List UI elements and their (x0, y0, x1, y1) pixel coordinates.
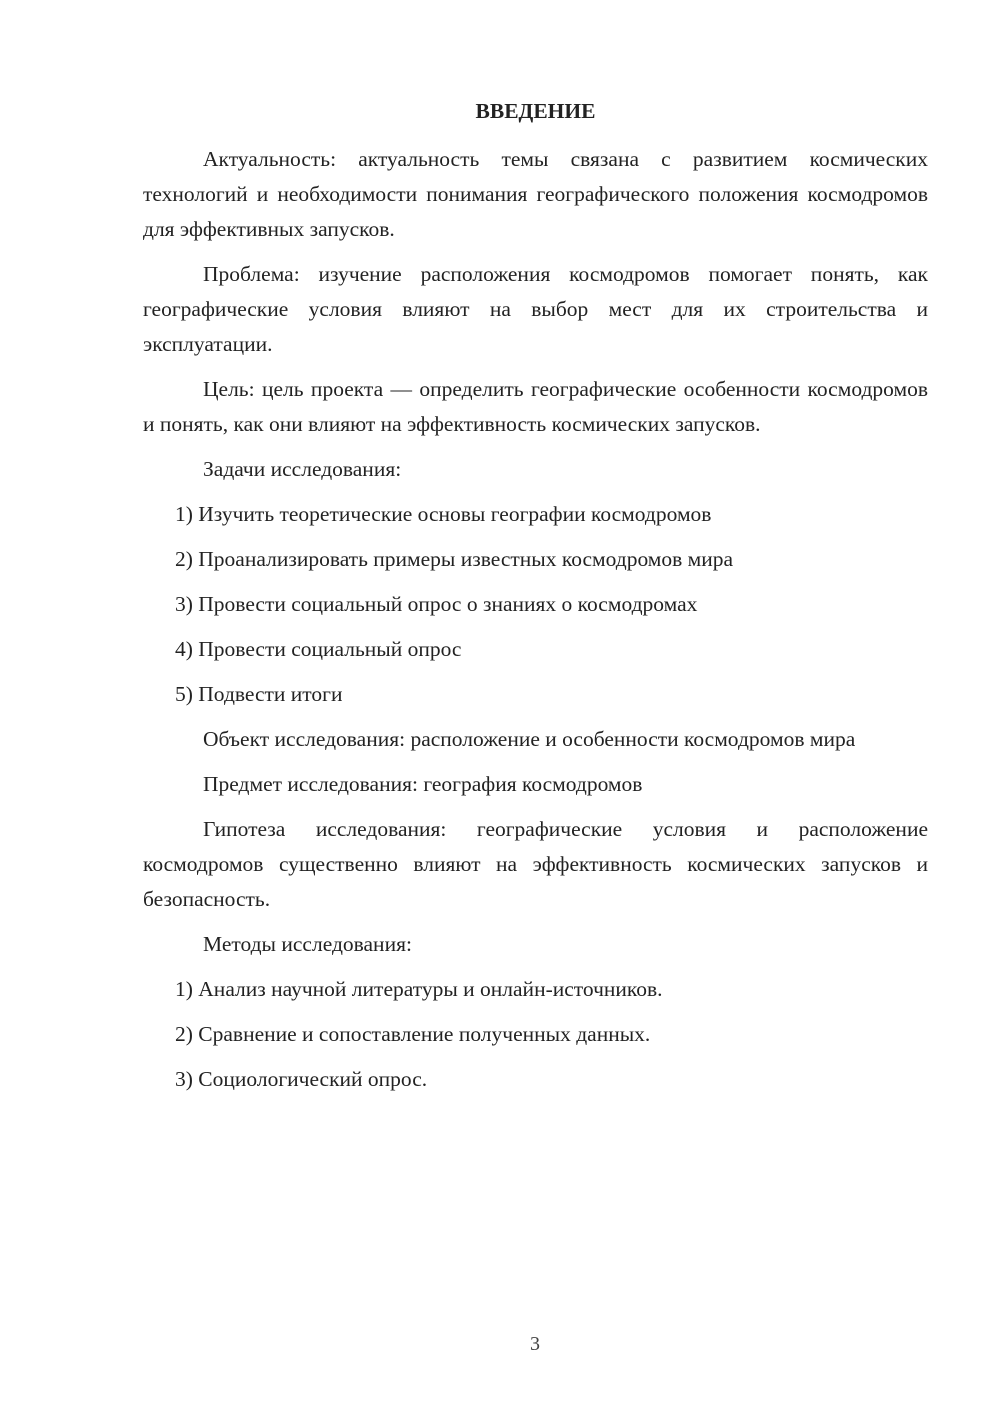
page-number: 3 (530, 1333, 540, 1355)
tasks-heading: Задачи исследования: (203, 457, 402, 481)
page-title: ВВЕДЕНИЕ (475, 99, 596, 123)
problem-paragraph: Проблема: изучение расположения космодромов помогает понять, как географические условия влияют на выбор мест для их строительства и эксплуатации. (143, 262, 928, 356)
page-content (143, 96, 928, 1107)
task-item: 4) Провести социальный опрос (175, 637, 462, 661)
tasks-list (143, 497, 928, 712)
methods-heading: Методы исследования: (203, 932, 412, 956)
subject-paragraph: Предмет исследования: география космодромов (203, 772, 643, 796)
methods-list (143, 972, 928, 1097)
task-item: 5) Подвести итоги (175, 682, 343, 706)
task-item: 2) Проанализировать примеры известных космодромов мира (175, 547, 734, 571)
method-item: 1) Анализ научной литературы и онлайн-источников. (175, 977, 663, 1001)
relevance-paragraph: Актуальность: актуальность темы связана с развитием космических технологий и необходимости понимания географического положения космодромов для эффективных запусков. (143, 147, 928, 241)
goal-paragraph: Цель: цель проекта — определить географические особенности космодромов и понять, как они влияют на эффективность космических запусков. (143, 377, 928, 436)
task-item: 1) Изучить теоретические основы географии космодромов (175, 502, 712, 526)
method-item: 3) Социологический опрос. (175, 1067, 428, 1091)
object-paragraph: Объект исследования: расположение и особенности космодромов мира (203, 727, 856, 751)
method-item: 2) Сравнение и сопоставление полученных данных. (175, 1022, 651, 1046)
task-item: 3) Провести социальный опрос о знаниях о космодромах (175, 592, 698, 616)
hypothesis-paragraph: Гипотеза исследования: географические условия и расположение космодромов существенно влияют на эффективность космических запусков и безопасность. (143, 817, 928, 911)
